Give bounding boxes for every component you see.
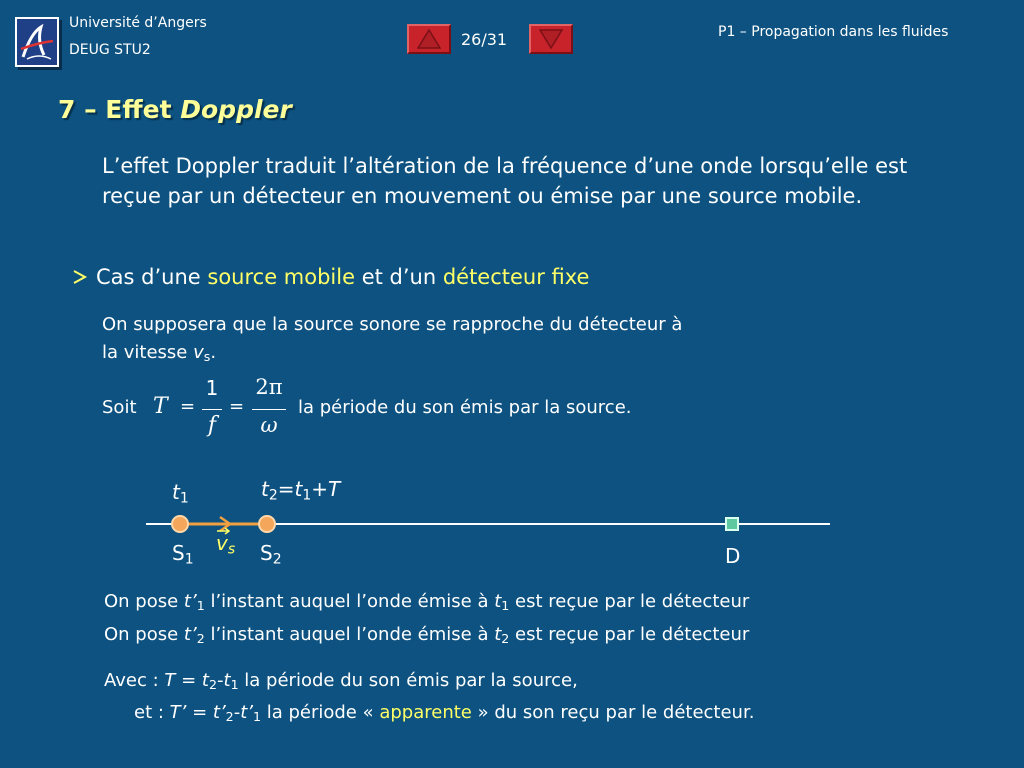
course-title: P1 – Propagation dans les fluides <box>718 24 949 40</box>
university-logo-icon <box>17 19 57 65</box>
avec-t2: t <box>201 670 209 691</box>
et-t2-sub: 2 <box>225 709 234 725</box>
et-b: la période « <box>260 702 380 723</box>
formula-equals-2: = <box>229 396 245 417</box>
vector-arrow-icon <box>216 527 230 535</box>
et-Tp: T’ <box>169 702 187 723</box>
triangle-down-icon <box>539 29 563 49</box>
label-s1-letter: S <box>172 541 185 565</box>
label-vs-sub: s <box>227 541 236 558</box>
assumption-suffix: . <box>210 342 217 363</box>
assumption-prefix: la vitesse <box>102 342 194 363</box>
arrow-bullet-icon <box>72 269 88 285</box>
avec-line <box>104 667 578 695</box>
formula-den-1: f <box>207 413 217 438</box>
label-vs-var: v <box>216 531 228 555</box>
pose1-sub: 1 <box>196 598 205 614</box>
pose2-b: l’instant auquel l’onde émise à <box>204 624 495 645</box>
formula-num-2: 2π <box>255 375 283 399</box>
formula-num-1: 1 <box>205 376 219 400</box>
assumption-line-1: On supposera que la source sonore se rapproche du détecteur à <box>102 314 683 335</box>
pose1-sub2: 1 <box>501 598 510 614</box>
label-t2-eq: = <box>277 477 295 501</box>
label-t1 <box>172 480 189 507</box>
pose-line-2 <box>104 621 749 649</box>
et-eq: = <box>186 702 213 723</box>
label-t2-equation <box>261 477 341 504</box>
et-a: et : <box>134 702 170 723</box>
pose1-c: est reçue par le détecteur <box>509 591 750 612</box>
pose2-a: On pose <box>104 624 184 645</box>
pose2-var: t’ <box>183 624 197 645</box>
label-t2-sub: 2 <box>268 487 278 504</box>
formula-bar-2 <box>252 409 286 410</box>
label-s1 <box>172 541 194 568</box>
bullet-prefix: Cas d’une <box>96 265 208 289</box>
next-slide-button[interactable] <box>529 24 573 54</box>
et-minus: - <box>233 702 241 723</box>
avec-t1: t <box>223 670 231 691</box>
label-t2-plus: +T <box>311 477 341 501</box>
et-t1: t’ <box>240 702 253 723</box>
label-s2 <box>260 541 282 568</box>
label-t2-t: t <box>294 477 303 501</box>
label-s2-letter: S <box>260 541 273 565</box>
assumption-sub: s <box>203 349 211 365</box>
avec-T: T <box>164 670 176 691</box>
et-t2: t’ <box>212 702 226 723</box>
label-t2-var: t <box>261 477 269 501</box>
pose-line-1 <box>104 588 749 616</box>
triangle-up-icon <box>417 29 441 49</box>
et-highlight: apparente <box>379 702 472 723</box>
formula-description: la période du son émis par la source. <box>298 397 632 418</box>
pose2-sub: 2 <box>196 631 205 647</box>
pose1-a: On pose <box>104 591 184 612</box>
avec-a: Avec : <box>104 670 165 691</box>
avec-eq: = <box>175 670 202 691</box>
pose2-var2: t <box>494 624 502 645</box>
page-indicator: 26/31 <box>461 30 508 49</box>
pose1-var2: t <box>494 591 502 612</box>
intro-paragraph: L’effet Doppler traduit l’altération de la fréquence d’une onde lorsqu’elle est reçue par un détecteur en mouvement ou émise par une source mobile. <box>102 154 908 208</box>
pose1-b: l’instant auquel l’onde émise à <box>204 591 495 612</box>
source-s2-dot <box>259 516 275 532</box>
doppler-diagram <box>140 508 840 544</box>
label-d: D <box>725 544 741 568</box>
bullet-highlight-source: source mobile <box>207 265 356 289</box>
bullet-highlight-detector: détecteur fixe <box>442 265 590 289</box>
et-line <box>134 699 754 727</box>
slide-title-word: Doppler <box>180 95 292 124</box>
et-c: » du son reçu par le détecteur. <box>471 702 755 723</box>
avec-b: la période du son émis par la source, <box>238 670 578 691</box>
avec-minus: - <box>217 670 224 691</box>
pose2-c: est reçue par le détecteur <box>509 624 750 645</box>
formula-den-2: ω <box>260 413 278 437</box>
program-name: DEUG STU2 <box>69 42 151 58</box>
avec-t2-sub: 2 <box>208 677 217 693</box>
university-name: Université d’Angers <box>69 15 207 31</box>
label-vs <box>216 531 236 558</box>
label-t1-var: t <box>172 480 180 504</box>
formula-equals-1: = <box>180 396 196 417</box>
formula-soit: Soit <box>102 397 137 418</box>
university-logo <box>15 17 59 67</box>
formula-T: T <box>153 394 168 419</box>
label-t1-sub: 1 <box>179 490 189 507</box>
slide-title <box>58 95 292 124</box>
slide-title-number: 7 – Effet <box>58 95 181 124</box>
label-t2-t-sub: 1 <box>302 487 312 504</box>
formula-bar-1 <box>202 409 222 410</box>
bullet-source-mobile <box>72 265 589 289</box>
previous-slide-button[interactable] <box>407 24 451 54</box>
assumption-var: v <box>193 342 204 363</box>
assumption-line-2 <box>102 339 216 367</box>
label-s1-sub: 1 <box>184 551 194 568</box>
label-s2-sub: 2 <box>272 551 282 568</box>
detector-square <box>726 518 738 530</box>
pose1-var: t’ <box>183 591 197 612</box>
pose2-sub2: 2 <box>501 631 510 647</box>
et-t1-sub: 1 <box>252 709 261 725</box>
avec-t1-sub: 1 <box>230 677 239 693</box>
bullet-middle: et d’un <box>355 265 443 289</box>
source-s1-dot <box>172 516 188 532</box>
